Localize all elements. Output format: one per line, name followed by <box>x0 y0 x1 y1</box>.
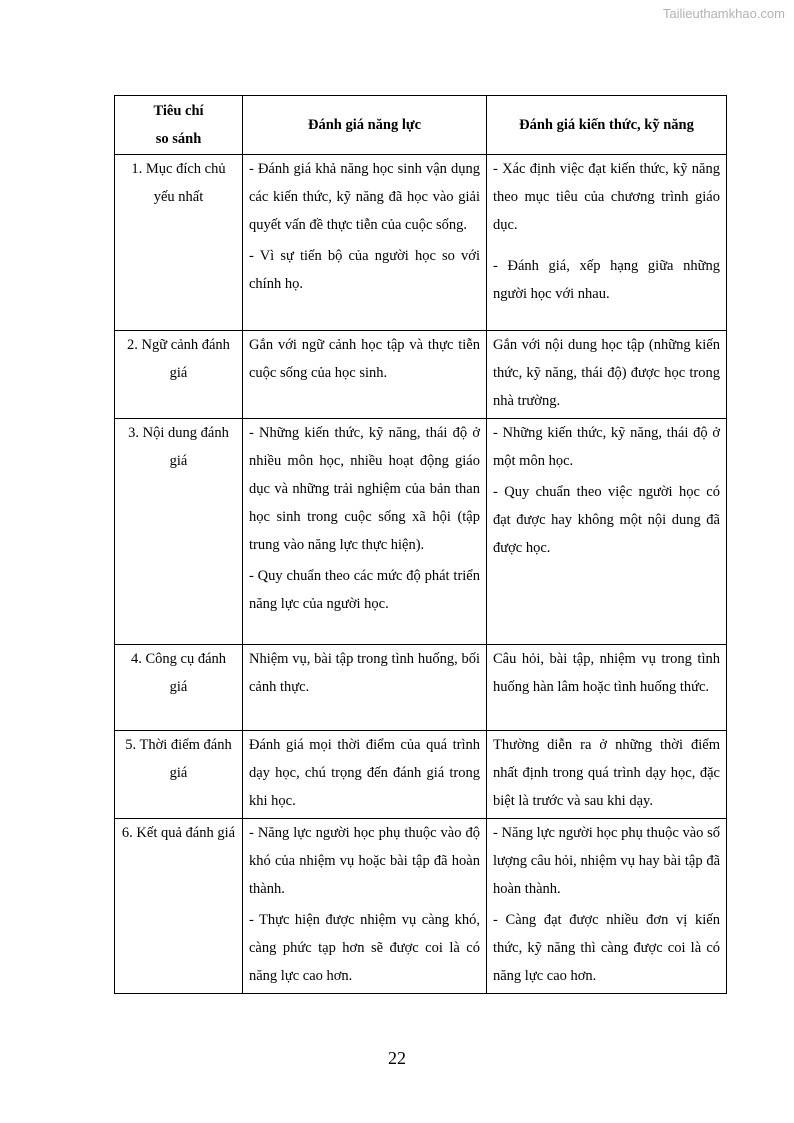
row-criteria: 1. Mục đích chủ yếu nhất <box>115 155 243 331</box>
cell-paragraph: - Đánh giá khả năng học sinh vận dụng các kiến thức, kỹ năng đã học vào giải quyết vấn đề thực tiễn của cuộc sống. <box>249 161 480 233</box>
cell-paragraph: - Quy chuẩn theo các mức độ phát triển năng lực của người học. <box>249 568 480 612</box>
table-row <box>115 731 727 819</box>
row-criteria: 5. Thời điểm đánh giá <box>115 731 243 819</box>
cell-paragraph: - Những kiến thức, kỹ năng, thái độ ở nhiều môn học, nhiều hoạt động giáo dục và những trải nghiệm của bản than học sinh trong cuộc sống xã hội (tập trung vào năng lực thực hiện). <box>249 425 480 553</box>
row-criteria: 2. Ngữ cảnh đánh giá <box>115 331 243 419</box>
table-row <box>115 645 727 731</box>
header-knowledge: Đánh giá kiến thức, kỹ năng <box>487 96 727 155</box>
cell-paragraph: Gắn với ngữ cảnh học tập và thực tiễn cuộc sống của học sinh. <box>249 337 480 381</box>
table-header-row <box>115 96 727 155</box>
knowledge-cell <box>487 645 727 731</box>
page-number: 22 <box>388 1048 406 1068</box>
table-row <box>115 331 727 419</box>
cell-paragraph: Đánh giá mọi thời điểm của quá trình dạy học, chú trọng đến đánh giá trong khi học. <box>249 737 480 809</box>
cell-paragraph: Nhiệm vụ, bài tập trong tình huống, bối cảnh thực. <box>249 651 480 695</box>
competency-cell <box>243 331 487 419</box>
table-row <box>115 155 727 331</box>
knowledge-cell <box>487 331 727 419</box>
cell-paragraph: - Quy chuẩn theo việc người học có đạt được hay không một nội dung đã được học. <box>493 484 720 556</box>
row-criteria: 4. Công cụ đánh giá <box>115 645 243 731</box>
competency-cell <box>243 645 487 731</box>
cell-paragraph: Gắn với nội dung học tập (những kiến thức, kỹ năng, thái độ) được học trong nhà trường. <box>493 337 720 409</box>
competency-cell <box>243 155 487 331</box>
header-criteria-line1: Tiêu chí <box>153 103 204 119</box>
header-criteria <box>115 96 243 155</box>
row-criteria: 3. Nội dung đánh giá <box>115 419 243 645</box>
cell-paragraph: - Càng đạt được nhiều đơn vị kiến thức, kỹ năng thì càng được coi là có năng lực cao hơn. <box>493 912 720 984</box>
row-criteria: 6. Kết quả đánh giá <box>115 819 243 994</box>
knowledge-cell <box>487 419 727 645</box>
competency-cell <box>243 731 487 819</box>
cell-paragraph: - Vì sự tiến bộ của người học so với chính họ. <box>249 248 480 292</box>
competency-cell <box>243 419 487 645</box>
cell-paragraph: - Đánh giá, xếp hạng giữa những người học với nhau. <box>493 258 720 302</box>
cell-paragraph: Thường diễn ra ở những thời điểm nhất định trong quá trình dạy học, đặc biệt là trước và sau khi dạy. <box>493 737 720 809</box>
knowledge-cell <box>487 731 727 819</box>
table-row <box>115 819 727 994</box>
cell-paragraph: - Xác định việc đạt kiến thức, kỹ năng theo mục tiêu của chương trình giáo dục. <box>493 161 720 233</box>
header-competency: Đánh giá năng lực <box>243 96 487 155</box>
knowledge-cell <box>487 155 727 331</box>
knowledge-cell <box>487 819 727 994</box>
cell-paragraph: - Thực hiện được nhiệm vụ càng khó, càng phức tạp hơn sẽ được coi là có năng lực cao hơn. <box>249 912 480 984</box>
table-row <box>115 419 727 645</box>
competency-cell <box>243 819 487 994</box>
header-criteria-line2: so sánh <box>155 131 202 147</box>
cell-paragraph: - Năng lực người học phụ thuộc vào độ khó của nhiệm vụ hoặc bài tập đã hoàn thành. <box>249 825 480 897</box>
cell-paragraph: Câu hỏi, bài tập, nhiệm vụ trong tình huống hàn lâm hoặc tình huống thức. <box>493 651 720 695</box>
cell-paragraph: - Những kiến thức, kỹ năng, thái độ ở một môn học. <box>493 425 720 469</box>
cell-paragraph: - Năng lực người học phụ thuộc vào số lượng câu hỏi, nhiệm vụ hay bài tập đã hoàn thành. <box>493 825 720 897</box>
comparison-table <box>114 95 727 994</box>
watermark: Tailieuthamkhao.com <box>662 6 785 21</box>
